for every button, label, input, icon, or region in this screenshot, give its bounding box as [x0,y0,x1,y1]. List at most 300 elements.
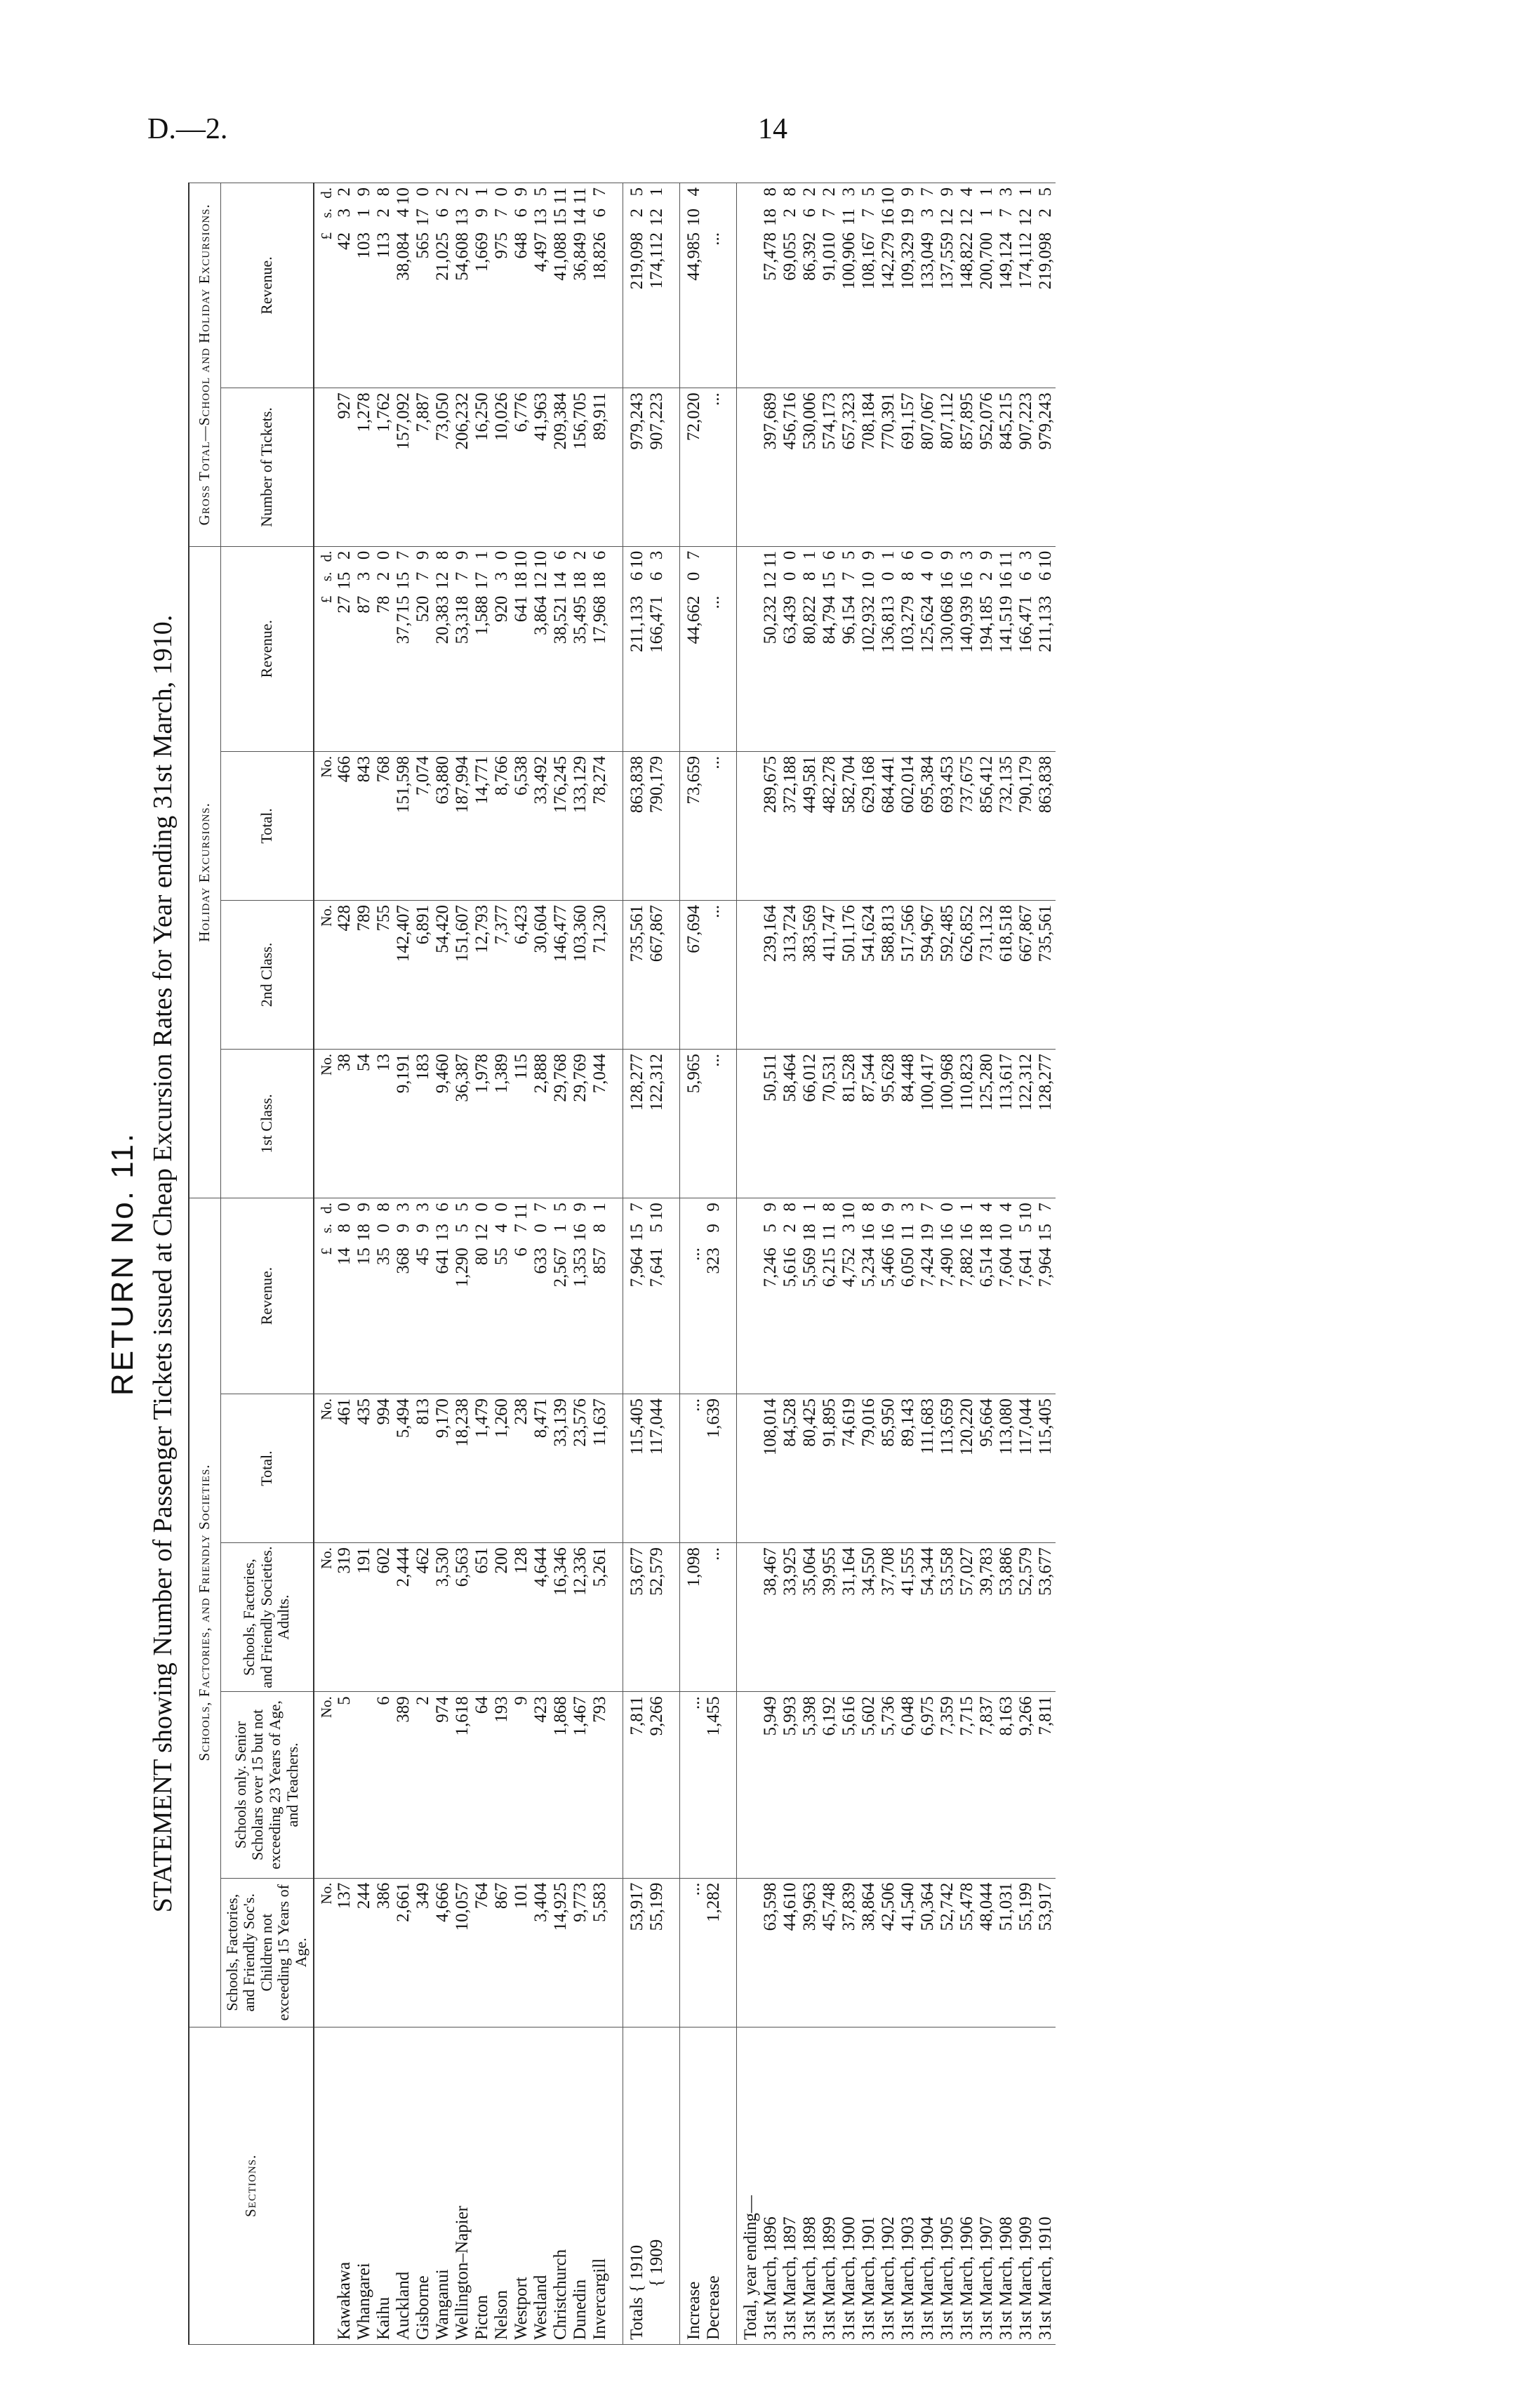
gross-tickets-cell: 397,689 [761,388,780,546]
second-class-cell: 667,867 [1016,900,1036,1049]
holiday-revenue-cell: 141,5191611 [997,546,1016,751]
children-cell: 37,839 [839,1878,859,2027]
holiday-revenue-cell: 166,47163 [647,546,667,751]
children-cell: 5,583 [590,1878,610,2027]
history-row [1016,183,1036,2345]
adults-cell: 2,444 [394,1543,413,1692]
spacer-row [724,183,737,2345]
holiday-revenue-cell: 125,62440 [918,546,938,751]
holiday-revenue-cell: 166,47163 [1016,546,1036,751]
children-cell: 63,598 [761,1878,780,2027]
holiday-revenue-cell: 7820 [374,546,394,751]
table-row [571,183,590,2345]
holiday-total-cell: ... [704,751,724,900]
first-class-cell: 70,531 [820,1050,839,1198]
col-revenue: Revenue. [220,1198,314,1394]
gross-revenue-cell: 11328 [374,183,394,388]
total-cell: 89,143 [898,1394,918,1542]
children-cell: 764 [472,1878,492,2027]
gross-revenue-cell: 108,16775 [859,183,879,388]
history-row [997,183,1016,2345]
senior-cell: 5,949 [761,1692,780,1878]
children-cell: 41,540 [898,1878,918,2027]
holiday-total-cell: 133,129 [571,751,590,900]
first-class-cell: 9,460 [433,1050,453,1198]
adults-cell: 12,336 [571,1543,590,1692]
revenue-cell: 7,604104 [997,1198,1016,1394]
gross-revenue-cell: 148,822124 [957,183,977,388]
row-label: 31st March, 1907 [977,2027,997,2344]
gross-revenue-cell: 219,09825 [1036,183,1056,388]
second-class-cell: 103,360 [571,900,590,1049]
history-row [859,183,879,2345]
holiday-revenue-cell: 52079 [413,546,433,751]
first-class-cell: 13 [374,1050,394,1198]
revenue-cell: 4593 [413,1198,433,1394]
second-class-cell: 67,694 [680,900,705,1049]
senior-cell: 389 [394,1692,413,1878]
senior-cell: 6,975 [918,1692,938,1878]
row-label: Decrease [704,2027,724,2344]
row-label: 31st March, 1899 [820,2027,839,2344]
revenue-cell: 6,215118 [820,1198,839,1394]
adults-cell: 602 [374,1543,394,1692]
revenue-cell: 7,424197 [918,1198,938,1394]
children-cell: 349 [413,1878,433,2027]
gross-tickets-cell: 807,067 [918,388,938,546]
senior-cell [354,1692,374,1878]
totals-row [623,183,648,2345]
adults-cell: 191 [354,1543,374,1692]
table-row [531,183,551,2345]
holiday-revenue-cell: 130,068169 [938,546,957,751]
revenue-cell: 6711 [512,1198,531,1394]
holiday-total-cell: 449,581 [800,751,820,900]
second-class-cell: 667,867 [647,900,667,1049]
gross-revenue-cell: 57,478188 [761,183,780,388]
col-adults: Schools, Factories, and Friendly Societies. Adults. [220,1543,314,1692]
senior-cell: 6 [374,1692,394,1878]
total-cell: 117,044 [647,1394,667,1542]
spacer-row [610,183,623,2345]
first-class-cell: 1,389 [492,1050,512,1198]
table-body [314,183,1056,2345]
gross-tickets-cell: ... [704,388,724,546]
adults-cell: 1,098 [680,1543,705,1692]
holiday-total-cell: 843 [354,751,374,900]
senior-cell: 7,811 [623,1692,648,1878]
senior-cell: 423 [531,1692,551,1878]
first-class-cell: 1,978 [472,1050,492,1198]
holiday-total-cell: 372,188 [780,751,800,900]
excursion-table [188,183,1056,2345]
adults-cell: 200 [492,1543,512,1692]
history-row [879,183,898,2345]
holiday-total-cell: 629,168 [859,751,879,900]
row-label: Wellington–Napier [453,2027,472,2344]
holiday-total-cell: 582,704 [839,751,859,900]
gross-tickets-cell: 857,895 [957,388,977,546]
second-class-cell: 618,518 [997,900,1016,1049]
revenue-cell: 7,882161 [957,1198,977,1394]
first-class-cell: 183 [413,1050,433,1198]
holiday-revenue-cell: 103,27986 [898,546,918,751]
holiday-total-cell: 6,538 [512,751,531,900]
adults-cell: 57,027 [957,1543,977,1692]
history-row [898,183,918,2345]
gross-tickets-cell: 770,391 [879,388,898,546]
row-label: Gisborne [413,2027,433,2344]
history-row [957,183,977,2345]
gross-revenue-cell: 21,02562 [433,183,453,388]
senior-cell: 7,715 [957,1692,977,1878]
total-cell: ... [680,1394,705,1542]
children-cell: 42,506 [879,1878,898,2027]
row-label: Auckland [394,2027,413,2344]
total-cell: 18,238 [453,1394,472,1542]
senior-cell: ... [680,1692,705,1878]
total-cell: 115,405 [1036,1394,1056,1542]
gross-tickets-cell: 209,384 [551,388,571,546]
total-cell: 9,170 [433,1394,453,1542]
first-class-cell: 54 [354,1050,374,1198]
adults-cell: 39,955 [820,1543,839,1692]
adults-cell: 6,563 [453,1543,472,1692]
unit-no: No. [314,751,335,900]
senior-cell: 7,359 [938,1692,957,1878]
row-label: Invercargill [590,2027,610,2344]
adults-cell: 54,344 [918,1543,938,1692]
total-cell: 994 [374,1394,394,1542]
row-label: Totals { 1910 [623,2027,648,2344]
rotated-return-sheet [105,183,1481,2345]
gross-revenue-cell: 4,497135 [531,183,551,388]
table-row [335,183,354,2345]
total-cell: 115,405 [623,1394,648,1542]
totals-row [647,183,667,2345]
row-label: 31st March, 1910 [1036,2027,1056,2344]
senior-cell: 1,455 [704,1692,724,1878]
revenue-cell: 4,752310 [839,1198,859,1394]
gross-revenue-cell: 97570 [492,183,512,388]
col-holiday-total: Total. [220,751,314,900]
holiday-revenue-cell: 27152 [335,546,354,751]
holiday-total-cell: 63,880 [433,751,453,900]
row-label: { 1909 [647,2027,667,2344]
children-cell: 55,199 [647,1878,667,2027]
row-label: 31st March, 1909 [1016,2027,1036,2344]
row-label: 31st March, 1902 [879,2027,898,2344]
gross-tickets-cell: 691,157 [898,388,918,546]
row-label: Dunedin [571,2027,590,2344]
second-class-cell: 411,747 [820,900,839,1049]
totals-year: 1910 [627,2244,647,2280]
holiday-revenue-cell: 3,8641210 [531,546,551,751]
children-cell: 386 [374,1878,394,2027]
decrease-row [704,183,724,2345]
children-cell: 55,199 [1016,1878,1036,2027]
units-row [314,183,335,2345]
children-cell: ... [680,1878,705,2027]
holiday-revenue-cell: 211,133610 [1036,546,1056,751]
first-class-cell: 9,191 [394,1050,413,1198]
history-row [761,183,780,2345]
senior-cell: 7,837 [977,1692,997,1878]
revenue-cell: 5540 [492,1198,512,1394]
second-class-cell: 594,967 [918,900,938,1049]
row-label: Increase [680,2027,705,2344]
first-class-cell: 38 [335,1050,354,1198]
adults-cell: 4,644 [531,1543,551,1692]
gross-tickets-cell: 89,911 [590,388,610,546]
adults-cell: 39,783 [977,1543,997,1692]
spacer-row [667,183,680,2345]
holiday-revenue-cell: 44,66207 [680,546,705,751]
revenue-cell: 1480 [335,1198,354,1394]
col-sections: Sections. [189,2027,314,2344]
unit-no: No. [314,1394,335,1542]
revenue-cell: 3508 [374,1198,394,1394]
children-cell: 45,748 [820,1878,839,2027]
gross-revenue-cell: 10319 [354,183,374,388]
total-cell: 435 [354,1394,374,1542]
first-class-cell: 122,312 [647,1050,667,1198]
row-label: 31st March, 1896 [761,2027,780,2344]
first-class-cell: 29,768 [551,1050,571,1198]
revenue-cell: 36893 [394,1198,413,1394]
adults-cell: 31,164 [839,1543,859,1692]
adults-cell: 52,579 [647,1543,667,1692]
senior-cell: 1,467 [571,1692,590,1878]
table-row [492,183,512,2345]
revenue-cell: 2,56715 [551,1198,571,1394]
table-row [551,183,571,2345]
children-cell: 44,610 [780,1878,800,2027]
history-row [918,183,938,2345]
row-label: 31st March, 1904 [918,2027,938,2344]
revenue-cell: 7,490160 [938,1198,957,1394]
holiday-revenue-cell: 50,2321211 [761,546,780,751]
gross-tickets-cell: 1,762 [374,388,394,546]
first-class-cell: 87,544 [859,1050,879,1198]
gross-tickets-cell: 907,223 [1016,388,1036,546]
gross-tickets-cell: 10,026 [492,388,512,546]
first-class-cell: 100,417 [918,1050,938,1198]
revenue-cell: 15189 [354,1198,374,1394]
gross-tickets-cell: 979,243 [1036,388,1056,546]
second-class-cell: 239,164 [761,900,780,1049]
gross-revenue-cell: 149,12473 [997,183,1016,388]
holiday-total-cell: 73,659 [680,751,705,900]
row-label: 31st March, 1906 [957,2027,977,2344]
gross-tickets-cell: 807,112 [938,388,957,546]
holiday-revenue-cell: 194,18529 [977,546,997,751]
row-label: Whangarei [354,2027,374,2344]
adults-cell: 33,925 [780,1543,800,1692]
holiday-revenue-cell: 20,383128 [433,546,453,751]
second-class-cell: 626,852 [957,900,977,1049]
children-cell: 38,864 [859,1878,879,2027]
children-cell: 14,925 [551,1878,571,2027]
gross-revenue-cell: 565170 [413,183,433,388]
revenue-cell: 5,569181 [800,1198,820,1394]
children-cell: 10,057 [453,1878,472,2027]
gross-revenue-cell: 219,09825 [623,183,648,388]
revenue-cell: 5,466169 [879,1198,898,1394]
holiday-total-cell: 482,278 [820,751,839,900]
second-class-cell: 789 [354,900,374,1049]
senior-cell: 6,192 [820,1692,839,1878]
history-row [977,183,997,2345]
second-class-cell: 735,561 [623,900,648,1049]
history-label: Total, year ending— [737,2027,761,2344]
row-label: Nelson [492,2027,512,2344]
revenue-cell: 7,964157 [623,1198,648,1394]
row-label: Kawakawa [335,2027,354,2344]
gross-revenue-cell: 44,985104 [680,183,705,388]
gross-revenue-cell: 64869 [512,183,531,388]
gross-tickets-cell: 952,076 [977,388,997,546]
statement-title: STATEMENT showing Number of Passenger Tickets issued at Cheap Excursion Rates for Year ending 31st March, 1910. [148,614,178,1913]
revenue-cell: ... [680,1198,705,1394]
second-class-cell: 54,420 [433,900,453,1049]
holiday-total-cell: 695,384 [918,751,938,900]
holiday-revenue-cell: ... [704,546,724,751]
first-class-cell: 50,511 [761,1050,780,1198]
total-cell: 74,619 [839,1394,859,1542]
senior-cell: 1,618 [453,1692,472,1878]
children-cell: 867 [492,1878,512,2027]
gross-revenue-cell: 91,01072 [820,183,839,388]
group-holiday: Holiday Excursions. [189,546,220,1198]
revenue-cell: 641136 [433,1198,453,1394]
senior-cell: 6,048 [898,1692,918,1878]
adults-cell: 38,467 [761,1543,780,1692]
group-gross: Gross Total—School and Holiday Excursions. [189,183,220,547]
second-class-cell: 142,407 [394,900,413,1049]
totals-label: Totals [627,2297,647,2340]
gross-revenue-cell: 4232 [335,183,354,388]
adults-cell: 34,550 [859,1543,879,1692]
unit-lsd: £s.d. [314,1198,335,1394]
senior-cell: 7,811 [1036,1692,1056,1878]
first-class-cell: 2,888 [531,1050,551,1198]
second-class-cell: 517,566 [898,900,918,1049]
second-class-cell: 6,891 [413,900,433,1049]
unit-lsd: £s.d. [314,546,335,751]
unit-no: No. [314,1050,335,1198]
total-cell: 1,639 [704,1394,724,1542]
holiday-revenue-cell: 38,521146 [551,546,571,751]
gross-revenue-cell: 133,04937 [918,183,938,388]
second-class-cell: 30,604 [531,900,551,1049]
senior-cell: 1,868 [551,1692,571,1878]
second-class-cell: 735,561 [1036,900,1056,1049]
total-cell: 33,139 [551,1394,571,1542]
children-cell: 101 [512,1878,531,2027]
senior-cell: 5,602 [859,1692,879,1878]
col-holiday-revenue: Revenue. [220,546,314,751]
first-class-cell: 81,528 [839,1050,859,1198]
revenue-cell: 7,641510 [1016,1198,1036,1394]
senior-cell: 5 [335,1692,354,1878]
totals-year: 1909 [647,2239,667,2275]
revenue-cell: 85781 [590,1198,610,1394]
row-label: 31st March, 1903 [898,2027,918,2344]
col-gross-revenue: Revenue. [220,183,314,388]
first-class-cell: 100,968 [938,1050,957,1198]
second-class-cell: 731,132 [977,900,997,1049]
holiday-total-cell: 732,135 [997,751,1016,900]
revenue-cell: 7,641510 [647,1198,667,1394]
holiday-total-cell: 602,014 [898,751,918,900]
children-cell: 3,404 [531,1878,551,2027]
holiday-revenue-cell: 8730 [354,546,374,751]
adults-cell: 5,261 [590,1543,610,1692]
second-class-cell: 541,624 [859,900,879,1049]
gross-revenue-cell: 41,0881511 [551,183,571,388]
adults-cell: 3,530 [433,1543,453,1692]
first-class-cell: 115 [512,1050,531,1198]
total-cell: 79,016 [859,1394,879,1542]
holiday-revenue-cell: 37,715157 [394,546,413,751]
holiday-revenue-cell: 140,939163 [957,546,977,751]
holiday-revenue-cell: 53,31879 [453,546,472,751]
second-class-cell: 12,793 [472,900,492,1049]
revenue-cell: 1,29055 [453,1198,472,1394]
second-class-cell: 71,230 [590,900,610,1049]
senior-cell: 9,266 [647,1692,667,1878]
second-class-cell: 588,813 [879,900,898,1049]
history-heading-row [737,183,761,2345]
gross-tickets-cell: 927 [335,388,354,546]
holiday-total-cell: 14,771 [472,751,492,900]
first-class-cell: ... [704,1050,724,1198]
history-row [1036,183,1056,2345]
children-cell: 52,742 [938,1878,957,2027]
holiday-total-cell: 863,838 [623,751,648,900]
senior-cell: 5,736 [879,1692,898,1878]
row-label: 31st March, 1905 [938,2027,957,2344]
revenue-cell: 80120 [472,1198,492,1394]
history-row [780,183,800,2345]
holiday-total-cell: 78,274 [590,751,610,900]
document-reference: D.—2. [147,113,228,145]
total-cell: 1,479 [472,1394,492,1542]
revenue-cell: 1,353169 [571,1198,590,1394]
holiday-total-cell: 33,492 [531,751,551,900]
second-class-cell: 592,485 [938,900,957,1049]
holiday-total-cell: 684,441 [879,751,898,900]
first-class-cell: 122,312 [1016,1050,1036,1198]
holiday-revenue-cell: 17,968186 [590,546,610,751]
gross-revenue-cell: 109,329199 [898,183,918,388]
second-class-cell: 6,423 [512,900,531,1049]
gross-tickets-cell: 708,184 [859,388,879,546]
first-class-cell: 66,012 [800,1050,820,1198]
holiday-total-cell: 768 [374,751,394,900]
children-cell: 2,661 [394,1878,413,2027]
revenue-cell: 6,514184 [977,1198,997,1394]
senior-cell: 8,163 [997,1692,1016,1878]
row-label: Westport [512,2027,531,2344]
gross-revenue-cell: 142,2791610 [879,183,898,388]
table-row [453,183,472,2345]
senior-cell: 9 [512,1692,531,1878]
holiday-total-cell: 466 [335,751,354,900]
revenue-cell: 6,050113 [898,1198,918,1394]
holiday-revenue-cell: 1,588171 [472,546,492,751]
